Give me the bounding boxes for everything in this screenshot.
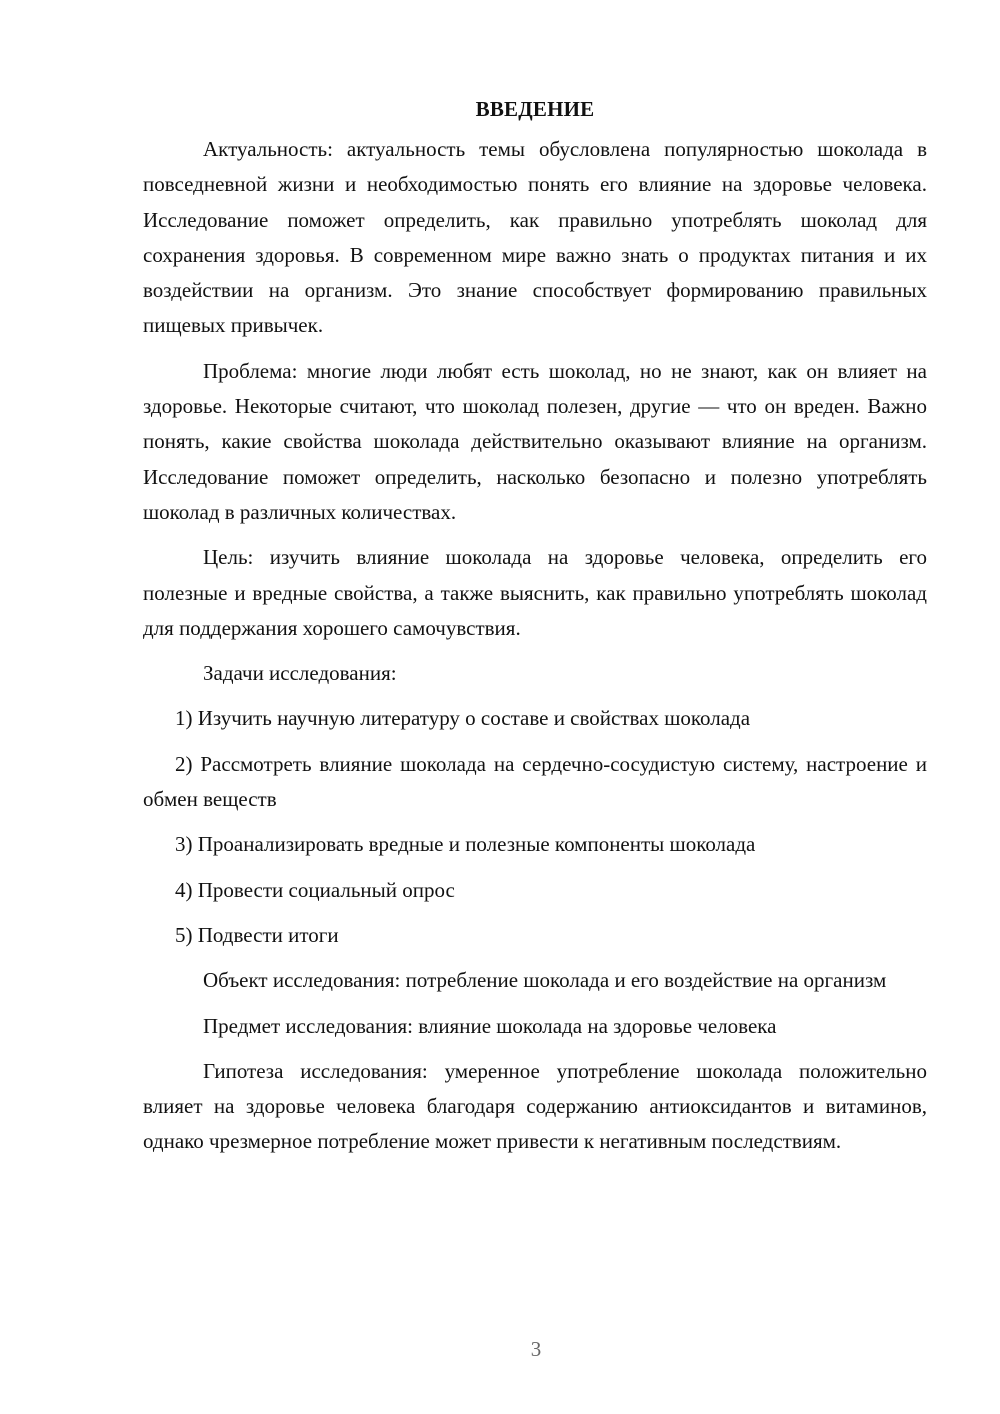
task-item-1: 1) Изучить научную литературу о составе и свойствах шоколада xyxy=(175,706,751,731)
relevance-paragraph: Актуальность: актуальность темы обусловлена популярностью шоколада в повседневной жизни и необходимостью понять его влияние на здоровье человека. Исследование поможет определить, как правильно употреблять шоколад для сохранения здоровья. В современном мире важно знать о продуктах питания и их воздействии на организм. Это знание способствует формированию правильных пищевых привычек. xyxy=(143,137,927,338)
problem-paragraph: Проблема: многие люди любят есть шоколад, но не знают, как он влияет на здоровье. Некоторые считают, что шоколад полезен, другие — что он вреден. Важно понять, какие свойства шоколада действительно оказывают влияние на организм. Исследование поможет определить, насколько безопасно и полезно употреблять шоколад в различных количествах. xyxy=(143,358,927,524)
section-heading: ВВЕДЕНИЕ xyxy=(475,97,595,121)
task-item-4: 4) Провести социальный опрос xyxy=(175,877,455,902)
object-paragraph: Объект исследования: потребление шоколада и его воздействие на организм xyxy=(203,968,887,993)
page-number: 3 xyxy=(530,1337,542,1361)
task-item-5: 5) Подвести итоги xyxy=(175,922,339,947)
tasks-title: Задачи исследования: xyxy=(203,661,397,686)
subject-paragraph: Предмет исследования: влияние шоколада на здоровье человека xyxy=(203,1013,777,1038)
task-item-3: 3) Проанализировать вредные и полезные компоненты шоколада xyxy=(175,832,756,857)
goal-paragraph: Цель: изучить влияние шоколада на здоровье человека, определить его полезные и вредные свойства, а также выяснить, как правильно употреблять шоколад для поддержания хорошего самочувствия. xyxy=(143,545,927,640)
page-content xyxy=(143,92,927,1170)
hypothesis-paragraph: Гипотеза исследования: умеренное употребление шоколада положительно влияет на здоровье человека благодаря содержанию антиоксидантов и витаминов, однако чрезмерное потребление может привести к негативным последствиям. xyxy=(143,1058,927,1154)
task-item-2: 2) Рассмотреть влияние шоколада на сердечно-сосудистую систему, настроение и обмен веществ xyxy=(143,751,927,812)
